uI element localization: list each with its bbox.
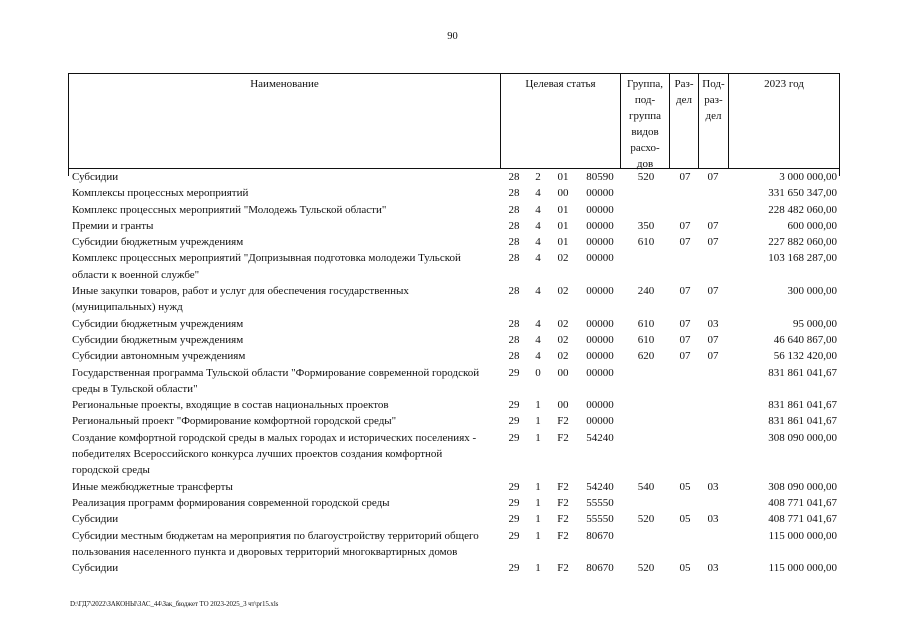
row-name: Субсидии бюджетным учреждениям [72, 236, 244, 249]
expense-group: 520 [637, 171, 655, 183]
target-code-3: 00 [557, 366, 569, 379]
subsection-code: 03 [707, 513, 719, 526]
subsection-code: 03 [707, 317, 719, 330]
row-name: Региональные проекты, входящие в состав национальных проектов [72, 399, 389, 412]
row-name: Субсидии местным бюджетам на мероприятия по благоустройству территорий общего пользования населенного пункта и дворовых территорий многоквартирных домов [72, 529, 479, 558]
target-code-1: 28 [508, 285, 520, 298]
target-code-1: 28 [508, 171, 520, 183]
target-code-4: 00000 [586, 350, 614, 363]
target-code-1: 28 [508, 187, 520, 200]
target-code-4: 00000 [586, 317, 614, 330]
table-row [0, 495, 905, 511]
expense-group: 540 [637, 480, 655, 493]
amount-2023: 103 168 287,00 [768, 252, 837, 265]
table-row [0, 430, 905, 479]
file-path-footer: D:\ГД7\2022\ЗАКОНЫ\ЗАС_44\Зак_бюджет ТО 2023-2025_3 чт\pr15.xls [70, 600, 279, 608]
target-code-1: 28 [508, 252, 520, 265]
target-code-1: 29 [508, 513, 520, 526]
row-name: Субсидии автономным учреждениям [72, 350, 246, 363]
expense-group: 610 [637, 236, 655, 249]
header-subsection-label: Под- раз- дел [702, 78, 725, 122]
amount-2023: 831 861 041,67 [768, 399, 837, 412]
target-code-3: F2 [557, 431, 569, 444]
target-code-1: 28 [508, 317, 520, 330]
section-code: 07 [679, 236, 691, 249]
subsection-code: 07 [707, 350, 719, 363]
target-code-4: 00000 [586, 252, 614, 265]
target-code-3: 02 [557, 350, 569, 363]
target-code-3: 01 [557, 171, 569, 183]
expense-group: 620 [637, 350, 655, 363]
target-code-1: 29 [508, 562, 520, 575]
target-code-4: 54240 [586, 431, 614, 444]
target-code-4: 80670 [586, 562, 614, 575]
amount-2023: 408 771 041,67 [768, 513, 837, 526]
target-code-2: 1 [535, 562, 541, 575]
target-code-2: 4 [535, 333, 541, 346]
amount-2023: 115 000 000,00 [768, 529, 837, 542]
section-code: 07 [679, 285, 691, 298]
row-name: Субсидии [72, 562, 119, 575]
target-code-1: 29 [508, 496, 520, 509]
target-code-2: 4 [535, 203, 541, 216]
target-code-3: 02 [557, 317, 569, 330]
target-code-1: 28 [508, 219, 520, 232]
target-code-2: 1 [535, 529, 541, 542]
target-code-2: 1 [535, 415, 541, 428]
target-code-3: 01 [557, 203, 569, 216]
expense-group: 350 [637, 219, 655, 232]
target-code-2: 4 [535, 285, 541, 298]
amount-2023: 3 000 000,00 [779, 171, 837, 183]
target-code-3: 00 [557, 399, 569, 412]
header-name-label: Наименование [250, 78, 319, 90]
amount-2023: 95 000,00 [793, 317, 837, 330]
table-row [0, 511, 905, 527]
subsection-code: 03 [707, 562, 719, 575]
table-row [0, 528, 905, 561]
amount-2023: 46 640 867,00 [773, 333, 837, 346]
subsection-code: 07 [707, 285, 719, 298]
amount-2023: 831 861 041,67 [768, 415, 837, 428]
target-code-1: 28 [508, 350, 520, 363]
target-code-1: 29 [508, 399, 520, 412]
expense-group: 520 [637, 562, 655, 575]
target-code-4: 80670 [586, 529, 614, 542]
table-row [0, 202, 905, 218]
target-code-4: 00000 [586, 203, 614, 216]
amount-2023: 56 132 420,00 [773, 350, 837, 363]
target-code-4: 00000 [586, 187, 614, 200]
header-name [68, 73, 501, 169]
table-row [0, 348, 905, 364]
target-code-1: 29 [508, 431, 520, 444]
subsection-code: 07 [707, 219, 719, 232]
table-row [0, 365, 905, 398]
row-name: Комплексы процессных мероприятий [72, 187, 249, 200]
target-code-3: F2 [557, 496, 569, 509]
row-name: Премии и гранты [72, 219, 154, 232]
target-code-4: 55550 [586, 496, 614, 509]
header-group-label: Группа, под- группа видов расхо- дов [627, 78, 663, 170]
table-row [0, 250, 905, 283]
target-code-1: 29 [508, 415, 520, 428]
section-code: 05 [679, 562, 691, 575]
amount-2023: 228 482 060,00 [768, 203, 837, 216]
header-section-label: Раз- дел [674, 78, 694, 106]
subsection-code: 07 [707, 333, 719, 346]
row-name: Комплекс процессных мероприятий "Допризывная подготовка молодежи Тульской области к военной службе" [72, 252, 461, 281]
subsection-code: 07 [707, 171, 719, 183]
header-subsection [698, 73, 729, 169]
table-row [0, 283, 905, 316]
header-year-label: 2023 год [764, 78, 804, 90]
row-name: Создание комфортной городской среды в малых городах и исторических поселениях - победителях Всероссийского конкурса лучших проектов создания комфортной городской среды [72, 431, 477, 477]
target-code-4: 00000 [586, 219, 614, 232]
section-code: 05 [679, 513, 691, 526]
row-name: Иные закупки товаров, работ и услуг для обеспечения государственных (муниципальных) нужд [72, 285, 409, 314]
target-code-1: 28 [508, 236, 520, 249]
table-row [0, 316, 905, 332]
target-code-1: 28 [508, 333, 520, 346]
target-code-4: 54240 [586, 480, 614, 493]
expense-group: 610 [637, 333, 655, 346]
section-code: 05 [679, 480, 691, 493]
target-code-3: 02 [557, 285, 569, 298]
amount-2023: 308 090 000,00 [768, 431, 837, 444]
section-code: 07 [679, 333, 691, 346]
target-code-3: F2 [557, 480, 569, 493]
target-code-2: 4 [535, 236, 541, 249]
target-code-4: 00000 [586, 366, 614, 379]
target-code-3: F2 [557, 513, 569, 526]
header-target-label: Целевая статья [525, 78, 596, 90]
target-code-2: 1 [535, 431, 541, 444]
target-code-4: 00000 [586, 285, 614, 298]
row-name: Иные межбюджетные трансферты [72, 480, 233, 493]
target-code-4: 80590 [586, 171, 614, 183]
page-number: 90 [447, 31, 458, 42]
expense-group: 610 [637, 317, 655, 330]
target-code-3: F2 [557, 529, 569, 542]
target-code-3: 01 [557, 219, 569, 232]
header-target-article [500, 73, 621, 169]
header-expense-group [620, 73, 670, 169]
table-row [0, 169, 905, 185]
table-row [0, 413, 905, 429]
table-row [0, 332, 905, 348]
section-code: 07 [679, 219, 691, 232]
target-code-3: F2 [557, 562, 569, 575]
row-name: Региональный проект "Формирование комфортной городской среды" [72, 415, 397, 428]
amount-2023: 408 771 041,67 [768, 496, 837, 509]
row-name: Субсидии [72, 513, 119, 526]
header-section [669, 73, 699, 169]
amount-2023: 331 650 347,00 [768, 187, 837, 200]
target-code-4: 00000 [586, 333, 614, 346]
subsection-code: 03 [707, 480, 719, 493]
target-code-2: 4 [535, 317, 541, 330]
target-code-2: 1 [535, 496, 541, 509]
row-name: Субсидии [72, 171, 119, 183]
target-code-4: 55550 [586, 513, 614, 526]
header-year [728, 73, 840, 169]
target-code-1: 28 [508, 203, 520, 216]
amount-2023: 227 882 060,00 [768, 236, 837, 249]
target-code-2: 4 [535, 252, 541, 265]
table-row [0, 218, 905, 234]
target-code-3: 02 [557, 252, 569, 265]
table-row [0, 397, 905, 413]
row-name: Комплекс процессных мероприятий "Молодежь Тульской области" [72, 203, 387, 216]
target-code-2: 1 [535, 480, 541, 493]
amount-2023: 300 000,00 [787, 285, 837, 298]
target-code-2: 4 [535, 219, 541, 232]
target-code-4: 00000 [586, 399, 614, 412]
expense-group: 520 [637, 513, 655, 526]
target-code-2: 4 [535, 187, 541, 200]
amount-2023: 115 000 000,00 [768, 562, 837, 575]
table-row [0, 185, 905, 201]
target-code-4: 00000 [586, 236, 614, 249]
subsection-code: 07 [707, 236, 719, 249]
section-code: 07 [679, 317, 691, 330]
target-code-2: 1 [535, 513, 541, 526]
section-code: 07 [679, 350, 691, 363]
amount-2023: 308 090 000,00 [768, 480, 837, 493]
row-name: Государственная программа Тульской области "Формирование современной городской среды в Тульской области" [72, 366, 480, 395]
expense-group: 240 [637, 285, 655, 298]
target-code-2: 2 [535, 171, 541, 183]
target-code-1: 29 [508, 480, 520, 493]
row-name: Субсидии бюджетным учреждениям [72, 317, 244, 330]
amount-2023: 600 000,00 [787, 219, 837, 232]
amount-2023: 831 861 041,67 [768, 366, 837, 379]
row-name: Субсидии бюджетным учреждениям [72, 333, 244, 346]
table-row [0, 479, 905, 495]
budget-table-body [0, 169, 905, 576]
row-name: Реализация программ формирования современной городской среды [72, 496, 390, 509]
table-row [0, 560, 905, 576]
section-code: 07 [679, 171, 691, 183]
target-code-4: 00000 [586, 415, 614, 428]
target-code-1: 29 [508, 529, 520, 542]
target-code-3: F2 [557, 415, 569, 428]
target-code-2: 4 [535, 350, 541, 363]
target-code-3: 00 [557, 187, 569, 200]
table-row [0, 234, 905, 250]
target-code-3: 01 [557, 236, 569, 249]
target-code-2: 0 [535, 366, 541, 379]
target-code-3: 02 [557, 333, 569, 346]
target-code-1: 29 [508, 366, 520, 379]
target-code-2: 1 [535, 399, 541, 412]
